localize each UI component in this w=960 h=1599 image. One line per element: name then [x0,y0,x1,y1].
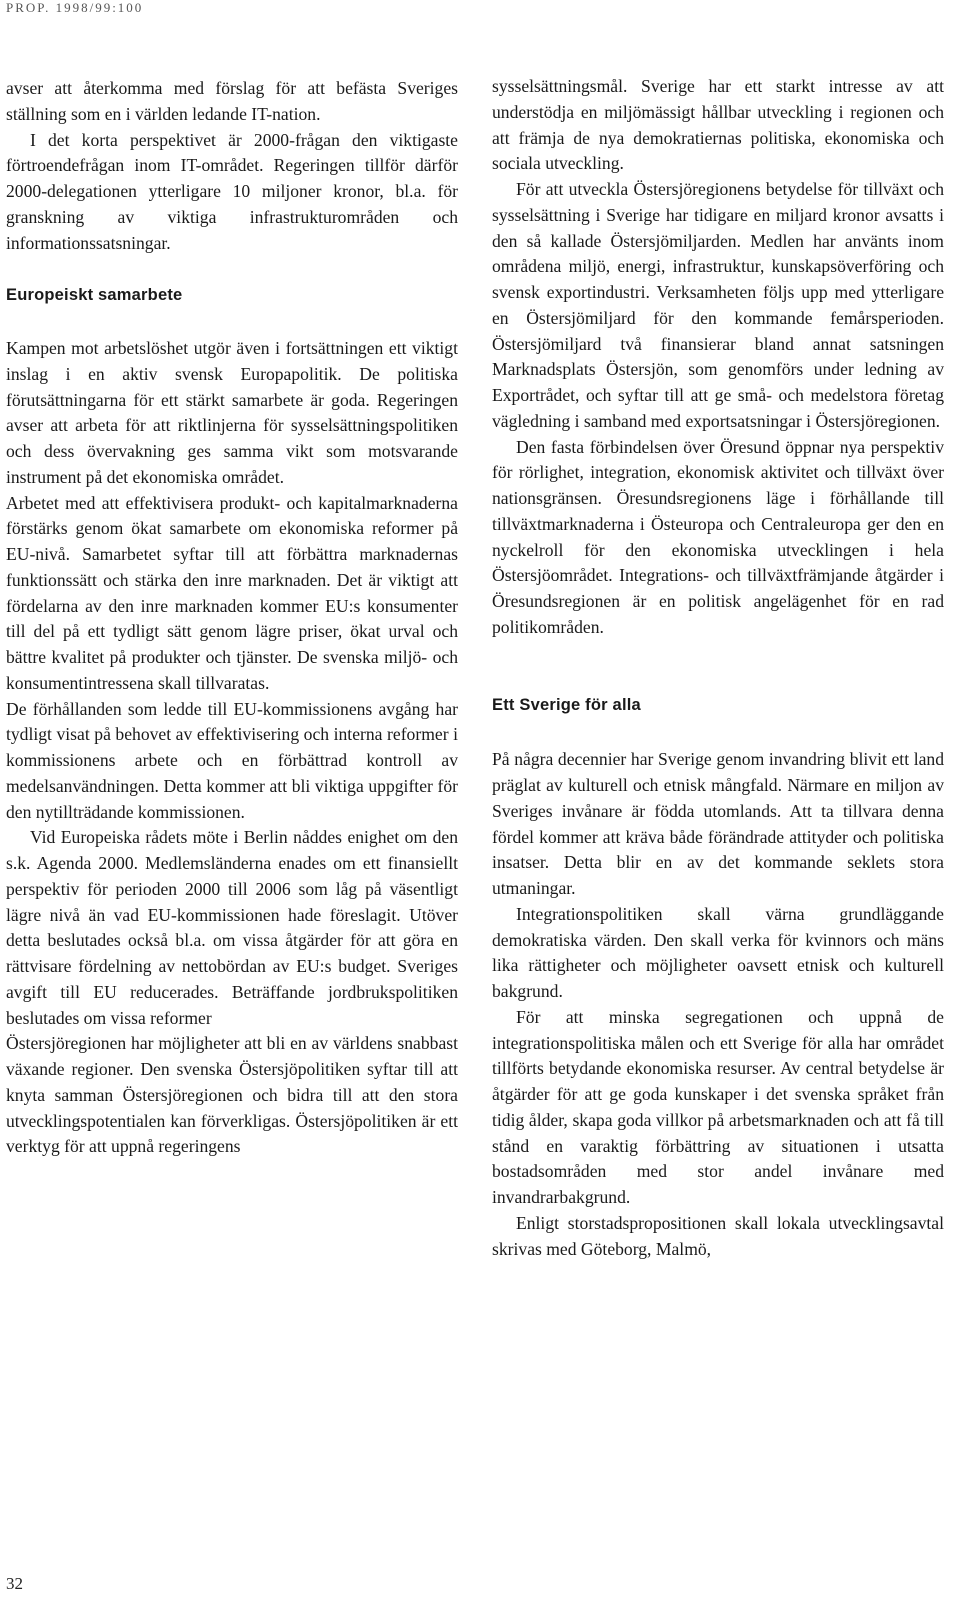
paragraph: Enligt storstadspropositionen skall lokala utvecklingsavtal skrivas med Göteborg, Malmö, [492,1212,944,1259]
paragraph: På några decennier har Sverige genom invandring blivit ett land präglat av kulturell och etnisk mångfald. Närmare en miljon av Sveriges invånare är födda utomlands. Att ta tillvara denna fördel kommer att kräva både förändrade attityder och politiska insatser. Detta blir en av det kommande seklets stora utmaningar. [492,749,944,898]
paragraph: Den fasta förbindelsen över Öresund öppnar nya perspektiv för rörlighet, integration, ekonomisk aktivitet och tillväxt över nationsgränsen. Öresundsregionens läge i förhållande till tillväxtmarknaderna i Östeuropa och Centraleuropa ger den en nyckelroll för den ekonomiska utvecklingen i hela Östersjöområdet. Integrations- och tillväxtfrämjande åtgärder i Öresundsregionen är en politisk angelägenhet för en rad politikområden. [492,436,944,637]
page-number: 32 [6,1574,23,1593]
section-heading: Ett Sverige för alla [492,695,641,714]
paragraph: Integrationspolitiken skall värna grundläggande demokratiska värden. Den skall verka för kvinnors och mäns lika rättigheter och möjligheter oavsett etnisk och kulturell bakgrund. [492,903,944,1001]
paragraph: Vid Europeiska rådets möte i Berlin nåddes enighet om den s.k. Agenda 2000. Medlemsländerna enades om ett finansiellt perspektiv för perioden 2000 till 2006 som låg på väsentligt lägre nivå än vad EU-kommissionen hade föreslagit. Utöver detta beslutades också bl.a. om vissa åtgärder för att göra en rättvisare fördelning av nettobördan av EU:s budget. Sveriges avgift till EU reducerades. Beträffande jordbrukspolitiken beslutades om vissa reformer [6,827,458,1028]
paragraph: Kampen mot arbetslöshet utgör även i fortsättningen ett viktigt inslag i en aktiv svensk Europapolitik. De politiska förutsättningarna för ett stärkt samarbete är goda. Regeringen avser att arbeta för att riktlinjerna för sysselsättningspolitiken och dess övervakning ges samma vikt som motsvarande instrument på det ekonomiska området. [6,338,458,487]
paragraph: avser att återkomma med förslag för att befästa Sveriges ställning som en i världen ledande IT-nation. [6,78,458,124]
running-header: PROP. 1998/99:100 [6,0,144,15]
paragraph: sysselsättningsmål. Sverige har ett starkt intresse av att understödja en miljömässigt hållbar utveckling i regionen och att främja de nya demokratiernas politiska, ekonomiska och sociala utveckling. [492,76,944,174]
paragraph: I det korta perspektivet är 2000-frågan den viktigaste förtroendefrågan inom IT-området. Regeringen tillför därför 2000-delegationen ytterligare 10 miljoner kronor, bl.a. för granskning av viktiga infrastrukturområden och informationssatsningar. [6,129,458,253]
paragraph: Östersjöregionen har möjligheter att bli en av världens snabbast växande regioner. Den svenska Östersjöpolitiken syftar till att knyta samman Östersjöregionen och bidra till att den stora utvecklingspotentialen kan förverkligas. Östersjöpolitiken är ett verktyg för att uppnå regeringens [6,1033,458,1157]
paragraph: De förhållanden som ledde till EU-kommissionens avgång har tydligt visat på behovet av effektivisering och interna reformer i kommissionens arbete och en förbättrad kontroll av medelsanvändningen. Detta kommer att bli viktiga uppgifter för den nytillträdande kommissionen. [6,698,458,822]
paragraph: För att utveckla Östersjöregionens betydelse för tillväxt och sysselsättning i Sverige har tidigare en miljard kronor avsatts i den så kallade Östersjömiljarden. Medlen har använts inom områdena miljö, energi, infrastruktur, kunskapsöverföring och svensk exportindustri. Verksamheten följs upp med ytterligare en Östersjömiljard för den kommande femårsperioden. Östersjömiljard två finansierar bland annat satsningen Marknadsplats Östersjön, som genomförs under ledning av Exportrådet, och syftar till att ge små- och medelstora företag vägledning i samband med exportsatsningar i Östersjöregionen. [492,179,944,431]
section-heading: Europeiskt samarbete [6,286,183,305]
paragraph: För att minska segregationen och uppnå de integrationspolitiska målen och ett Sverige för alla har området tillförts betydande ekonomiska resurser. Av central betydelse är åtgärder för att ge goda kunskaper i det svenska språket från tidig ålder, skapa goda villkor på arbetsmarknaden och att få till stånd en varaktig förbättring av situationen i utsatta bostadsområden med stor andel invånare med invandrarbakgrund. [492,1006,944,1207]
paragraph: Arbetet med att effektivisera produkt- och kapitalmarknaderna förstärks genom ökat samarbete om ekonomiska reformer på EU-nivå. Samarbetet syftar till att förbättra marknadernas funktionssätt och stärka den inre marknaden. Det är viktigt att fördelarna av den inre marknaden kommer EU:s konsumenter till del på ett tydligt sätt genom lägre priser, ökat urval och bättre kvalitet på produkter och tjänster. De svenska miljö- och konsumentintressena skall tillvaratas. [6,492,458,693]
left-column [6,76,458,1160]
right-column [492,74,944,1262]
